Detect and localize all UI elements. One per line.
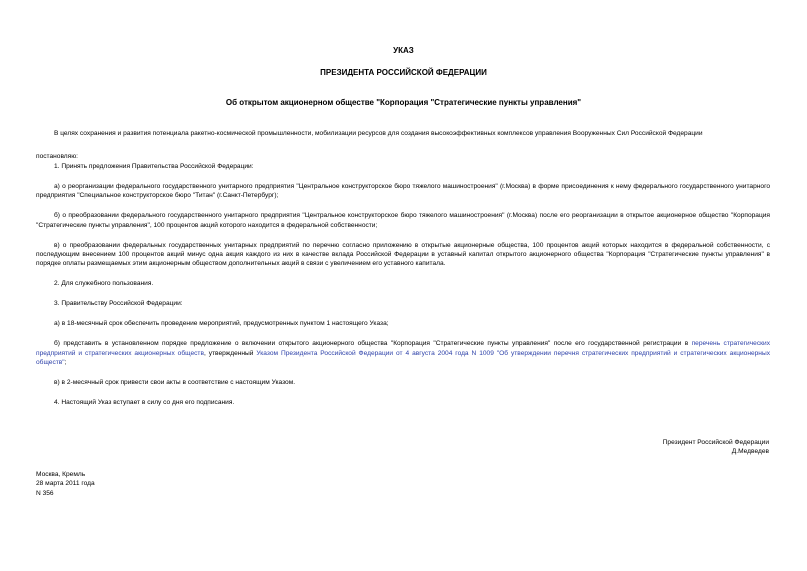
item-3b (36, 339, 770, 367)
subject-heading: Об открытом акционерном обществе "Корпорация "Стратегические пункты управления" (225, 98, 582, 107)
decree-1009-link[interactable]: Указом Президента Российской Федерации от 4 августа 2004 года N 1009 "Об утверждении перечня стратегических предприятий и стратегических акционерных обществ" (36, 349, 770, 367)
item-1: 1. Принять предложения Правительства Российской Федерации: (54, 162, 254, 170)
doc-type-heading: УКАЗ (393, 46, 414, 55)
item-4: 4. Настоящий Указ вступает в силу со дня его подписания. (54, 399, 235, 407)
preamble-paragraph: В целях сохранения и развития потенциала ракетно-космической промышленности, мобилизации ресурсов для создания высокоэффективных комплексов управления Вооруженных Сил Российской Федерации (54, 130, 703, 137)
place-date-block (36, 470, 95, 498)
decree-word: постановляю: (36, 153, 79, 161)
issuer-heading: ПРЕЗИДЕНТА РОССИЙСКОЙ ФЕДЕРАЦИИ (320, 68, 487, 77)
strategic-list-link[interactable]: перечень стратегических предприятий и стратегических акционерных обществ (36, 340, 770, 357)
item-2: 2. Для служебного пользования. (54, 280, 154, 288)
signing-place: Москва, Кремль (36, 471, 86, 478)
signing-date: 28 марта 2011 года (36, 480, 95, 488)
decree-number: N 356 (36, 489, 54, 497)
item-3: 3. Правительству Российской Федерации: (54, 300, 183, 308)
item-3a: а) в 18-месячный срок обеспечить проведение мероприятий, предусмотренных пунктом 1 настоящего Указа; (54, 320, 389, 328)
item-3b-text-3: ; (64, 359, 67, 367)
item-3c: в) в 2-месячный срок привести свои акты в соответствие с настоящим Указом. (54, 379, 296, 387)
item-1a: а) о реорганизации федерального государственного унитарного предприятия "Центральное конструкторское бюро тяжелого машиностроения" (г.Москва) в форме присоединения к нему федерального государственного унитарного предприятия "Специальное конструкторское бюро "Титан" (г.Санкт-Петербург); (36, 182, 770, 200)
signatory-name: Д.Медведев (731, 448, 769, 456)
decree-body (36, 129, 770, 418)
item-3b-text-2: , утвержденный (203, 349, 257, 357)
item-3b-text-1: б) представить в установленном порядке предложение о включении открытого акционерного общества "Корпорация "Стратегические пункты управления" после его государственной регистрации в (54, 340, 692, 348)
item-1c: в) о преобразовании федеральных государственных унитарных предприятий по перечню согласно приложению в открытые акционерные общества, 100 процентов акций которых находится в федеральной собственности, с последующим внесением 100 процентов акций минус одна акция каждого из них в качестве вклада Российской Федерации в уставный капитал открытого акционерного общества "Корпорация "Стратегические пункты управления" в порядке оплаты размещаемых этим акционерным обществом дополнительных акций в связи с увеличением его уставного капитала. (36, 241, 770, 268)
item-1b: б) о преобразовании федерального государственного унитарного предприятия "Центральное конструкторское бюро тяжелого машиностроения" (г.Москва) после его реорганизации в открытое акционерное общество "Корпорация "Стратегические пункты управления", 100 процентов акций которого находится в федеральной собственности; (36, 212, 770, 229)
signatory-position: Президент Российской Федерации (662, 439, 769, 446)
signature-block (663, 438, 769, 457)
